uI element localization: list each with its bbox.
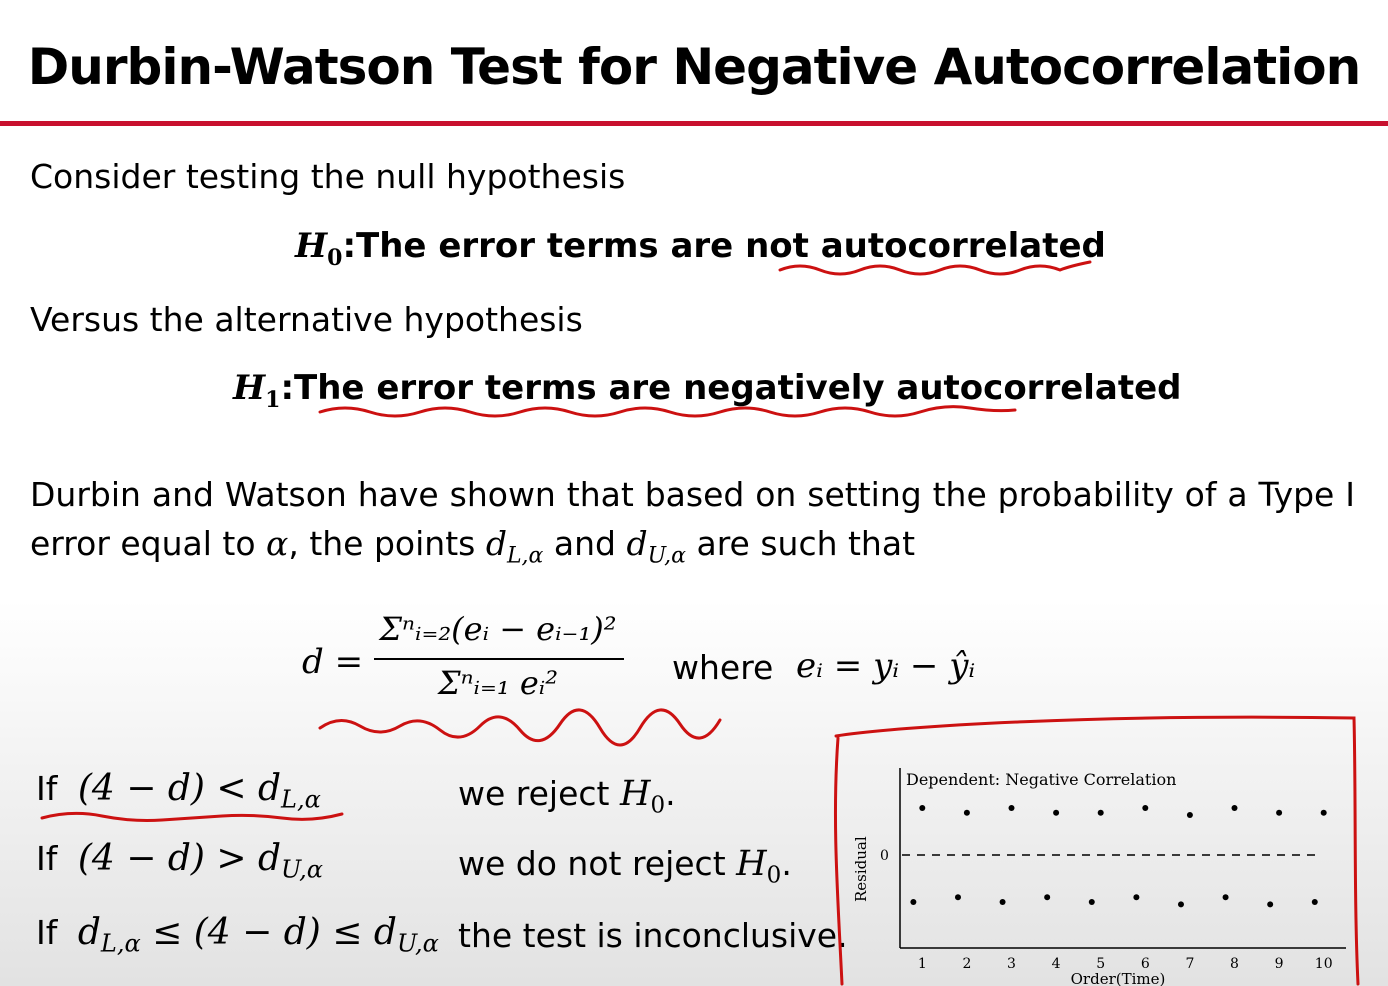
- h1-subscript: 1: [265, 386, 281, 413]
- dU-subscript: U,α: [647, 543, 686, 569]
- chart-x-tick-label: 9: [1274, 956, 1284, 972]
- chart-point-negative: [1133, 894, 1139, 900]
- rule-if-label: If: [36, 839, 58, 878]
- rule-result-text: we do not reject: [458, 844, 737, 883]
- formula-where: where: [672, 648, 774, 687]
- chart-point-negative: [1223, 894, 1229, 900]
- underline-not-autocorrelated: [780, 262, 1090, 274]
- rule-result-end: .: [665, 774, 676, 813]
- rule-condition-b-sub: U,α: [396, 929, 439, 958]
- rule-condition-a: d: [77, 912, 101, 953]
- rule-condition-subscript: U,α: [281, 855, 323, 884]
- rule-result-h-sub: 0: [650, 792, 666, 819]
- residual-chart: [852, 768, 1346, 986]
- chart-x-tick-label: 3: [1007, 956, 1016, 972]
- h0-symbol: H: [295, 226, 328, 266]
- chart-point-negative: [1312, 899, 1318, 905]
- rule-condition-a-sub: L,α: [100, 929, 141, 958]
- rule-result-text: we reject: [458, 774, 620, 813]
- chart-point-negative: [910, 899, 916, 905]
- dU-symbol: d: [626, 524, 648, 563]
- rule-if-label: If: [36, 769, 58, 808]
- chart-point-positive: [1009, 805, 1015, 811]
- paragraph-and: and: [543, 524, 627, 563]
- chart-x-tick-label: 7: [1185, 956, 1195, 972]
- rule-inconclusive-result: the test is inconclusive.: [458, 916, 848, 955]
- rule-result-end: .: [781, 844, 792, 883]
- chart-x-axis-label: Order(Time): [1070, 970, 1166, 986]
- residual-definition: eᵢ = yᵢ − ŷᵢ: [796, 646, 976, 686]
- rule-condition: (4 − d) < d: [77, 768, 282, 809]
- rule-result-h-sub: 0: [766, 862, 782, 889]
- slide-title: Durbin-Watson Test for Negative Autocorrelation: [27, 38, 1361, 96]
- chart-x-tick-label: 6: [1140, 956, 1150, 972]
- intro-null-text: Consider testing the null hypothesis: [30, 157, 626, 196]
- chart-point-positive: [1098, 810, 1104, 816]
- chart-point-positive: [964, 810, 970, 816]
- rule-condition-subscript: L,α: [281, 785, 321, 814]
- paragraph-line-1: Durbin and Watson have shown that based on setting the probability of a Type I: [30, 475, 1355, 514]
- chart-point-positive: [1142, 805, 1148, 811]
- chart-point-negative: [1000, 899, 1006, 905]
- chart-point-positive: [1276, 810, 1282, 816]
- chart-point-positive: [1321, 810, 1327, 816]
- chart-circle-box: [835, 717, 1358, 984]
- intro-alt-text: Versus the alternative hypothesis: [30, 300, 583, 339]
- chart-zero-label: 0: [880, 848, 889, 864]
- chart-x-tick-label: 8: [1230, 956, 1239, 972]
- chart-point-negative: [1089, 899, 1095, 905]
- rule-condition-b: ≤ (4 − d) ≤ d: [140, 912, 397, 953]
- chart-x-tick-label: 10: [1314, 956, 1333, 972]
- chart-point-negative: [1178, 901, 1184, 907]
- alpha-symbol: α: [266, 524, 289, 563]
- underline-first-rule: [42, 813, 342, 820]
- formula-numerator: Σⁿᵢ₌₂(eᵢ − eᵢ₋₁)²: [379, 610, 617, 648]
- chart-x-tick-label: 5: [1096, 956, 1106, 972]
- rule-result-h: H: [619, 774, 651, 814]
- chart-x-tick-label: 2: [962, 956, 972, 972]
- underline-negatively-autocorrelated: [320, 407, 1015, 416]
- h1-symbol: H: [233, 368, 266, 408]
- formula-denominator: Σⁿᵢ₌₁ eᵢ²: [437, 664, 559, 702]
- handwritten-annotations: [42, 262, 1358, 984]
- dL-symbol: d: [485, 524, 507, 563]
- formula-lhs: d =: [302, 642, 364, 682]
- h0-statement: :The error terms are not autocorrelated: [342, 226, 1106, 266]
- chart-point-positive: [919, 805, 925, 811]
- rule-condition: (4 − d) > d: [77, 838, 282, 879]
- underline-formula: [320, 710, 720, 745]
- chart-x-tick-label: 4: [1051, 956, 1061, 972]
- rule-result-h: H: [736, 844, 767, 884]
- chart-title: Dependent: Negative Correlation: [906, 770, 1177, 789]
- chart-y-axis-label: Residual: [852, 836, 870, 902]
- chart-point-positive: [1232, 805, 1238, 811]
- h0-subscript: 0: [327, 244, 343, 271]
- h1-statement: :The error terms are negatively autocorrelated: [280, 368, 1182, 408]
- chart-point-positive: [1187, 812, 1193, 818]
- paragraph-text-b: , the points: [288, 524, 486, 563]
- chart-points: [910, 805, 1326, 907]
- rule-if-label: If: [36, 913, 58, 952]
- paragraph-text-c: are such that: [685, 524, 916, 563]
- chart-point-positive: [1053, 810, 1059, 816]
- chart-x-tick-label: 1: [917, 956, 927, 972]
- chart-point-negative: [955, 894, 961, 900]
- dL-subscript: L,α: [506, 543, 544, 569]
- chart-point-negative: [1267, 901, 1273, 907]
- paragraph-text-a: error equal to: [30, 524, 267, 563]
- chart-point-negative: [1044, 894, 1050, 900]
